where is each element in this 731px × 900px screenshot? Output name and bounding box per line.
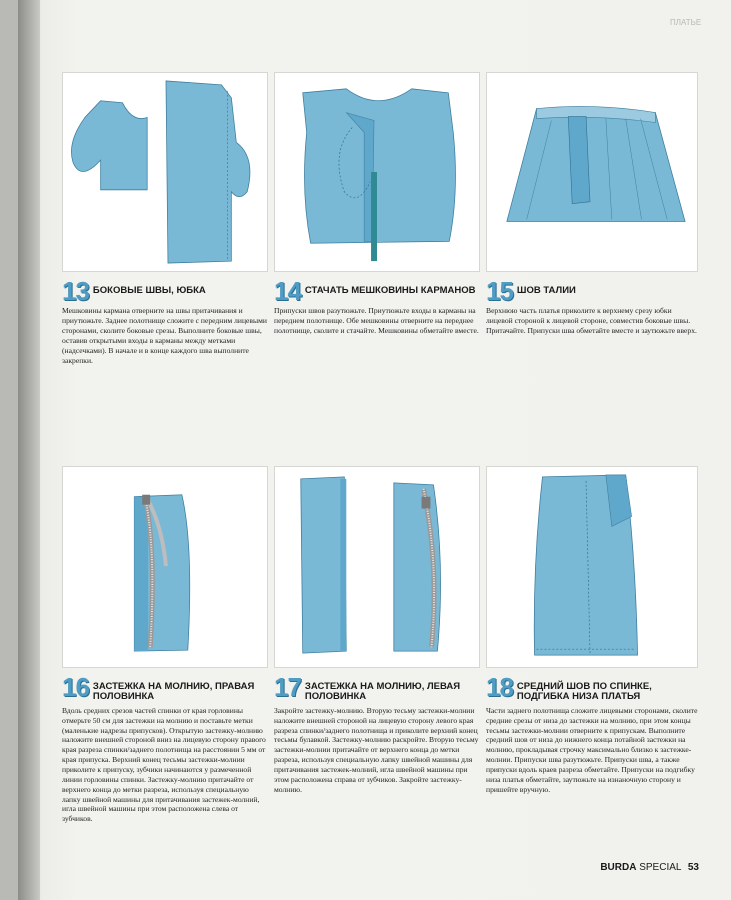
step-number: 17 [274, 672, 301, 702]
step-title: ШОВ ТАЛИИ [516, 285, 576, 296]
step-16 [62, 672, 268, 824]
step-number: 15 [486, 276, 513, 306]
illustration-step-17 [274, 466, 480, 668]
step-number: 14 [274, 276, 301, 306]
step-15 [486, 276, 698, 336]
step-title: СРЕДНИЙ ШОВ ПО СПИНКЕ, ПОДГИБКА НИЗА ПЛАТЬЯ [516, 681, 652, 703]
step-text: Части заднего полотнища сложите лицевыми сторонами, сколите средние срезы от низа до застежки на молнию, при этом концы тесьмы застежки-молнии отверните к припускам. Выполните средний шов от низа до нижнего конца потайной застежки на молнию, прокладывая строчку максимально близко к застежке-молнии. Припуски шва разутюжьте. Припуски шва, а также припуски вдоль краев разреза обметайте. Припуски на подгибку низа платья обметайте, заутюжьте на изнаночную сторону и пришейте вручную. [486, 705, 698, 794]
step-text: Припуски швов разутюжьте. Приутюжьте входы в карманы на переднем полотнище. Обе мешковины отверните на переднее полотнище, сколите и стачайте. Мешковины обметайте вместе. [274, 306, 479, 336]
illustration-step-16 [62, 466, 268, 668]
step-title: ЗАСТЕЖКА НА МОЛНИЮ, ПРАВАЯ ПОЛОВИНКА [92, 681, 255, 703]
step-text: Верхнюю часть платья приколите к верхнему срезу юбки лицевой стороной к лицевой стороне, совместив боковые швы. Притачайте. Припуски шва обметайте вместе и заутюжьте вверх. [486, 306, 697, 336]
step-13 [62, 276, 268, 366]
illustration-step-18 [486, 466, 698, 668]
brand-name: BURDA [600, 862, 637, 873]
step-number: 16 [62, 672, 89, 702]
page-number: 53 [687, 862, 699, 873]
step-number: 18 [486, 672, 513, 702]
corner-label: ПЛАТЬЕ [670, 18, 702, 27]
step-17 [274, 672, 480, 795]
illustration-step-14 [274, 72, 480, 272]
illustration-step-13 [62, 72, 268, 272]
edition-label: SPECIAL [639, 862, 682, 873]
step-title: ЗАСТЕЖКА НА МОЛНИЮ, ЛЕВАЯ ПОЛОВИНКА [304, 681, 461, 703]
illustration-step-15 [486, 72, 698, 272]
step-text: Вдоль средних срезов частей спинки от края горловины отмерьте 50 см для застежки на молнию и поставьте метки (маленькие надрезы припусков). Открытую застежку-молнию наложите внешней стороной вниз на лицевую сторону правого края разреза спинки/заднего полотнища на расстоянии 5 мм от края припуска. Верхний конец тесьмы застежки-молнии приколите к припуску, зубчики начинаются у размеченной линии горловины спинки. Застежку-молнию притачайте от верхнего конца до метки разреза, используя специальную лапку швейной машины для притачивания застежек-молний, игла швейной машины при этом расположена слева от зубчиков. [62, 705, 266, 824]
step-text: Закройте застежку-молнию. Вторую тесьму застежки-молнии наложите внешней стороной на лицевую сторону левого края разреза спинки/заднего полотнища и приколите верхний конец тесьмы булавкой. Застежку-молнию раскройте. Вторую тесьму застежки-молнии притачайте от верхнего конца до метки разреза, используя специальную лапку швейной машины для притачивания застежек-молний, игла швейной машины при этом расположена справа от зубчиков. Закройте застежку-молнию. [274, 705, 479, 794]
step-title: СТАЧАТЬ МЕШКОВИНЫ КАРМАНОВ [304, 285, 476, 296]
step-18 [486, 672, 698, 795]
step-title: БОКОВЫЕ ШВЫ, ЮБКА [92, 285, 206, 296]
page-footer [600, 862, 699, 873]
step-14 [274, 276, 480, 336]
step-number: 13 [62, 276, 89, 306]
step-text: Мешковины кармана отверните на швы притачивания и приутюжьте. Заднее полотнище сложите с передним лицевыми сторонами, сколите боковые срезы. Выполните боковые швы, оставив открытыми входы в карманы между метками (надсечками). В начале и в конце каждого шва выполните закрепки. [62, 306, 267, 365]
page-spine [18, 0, 40, 900]
